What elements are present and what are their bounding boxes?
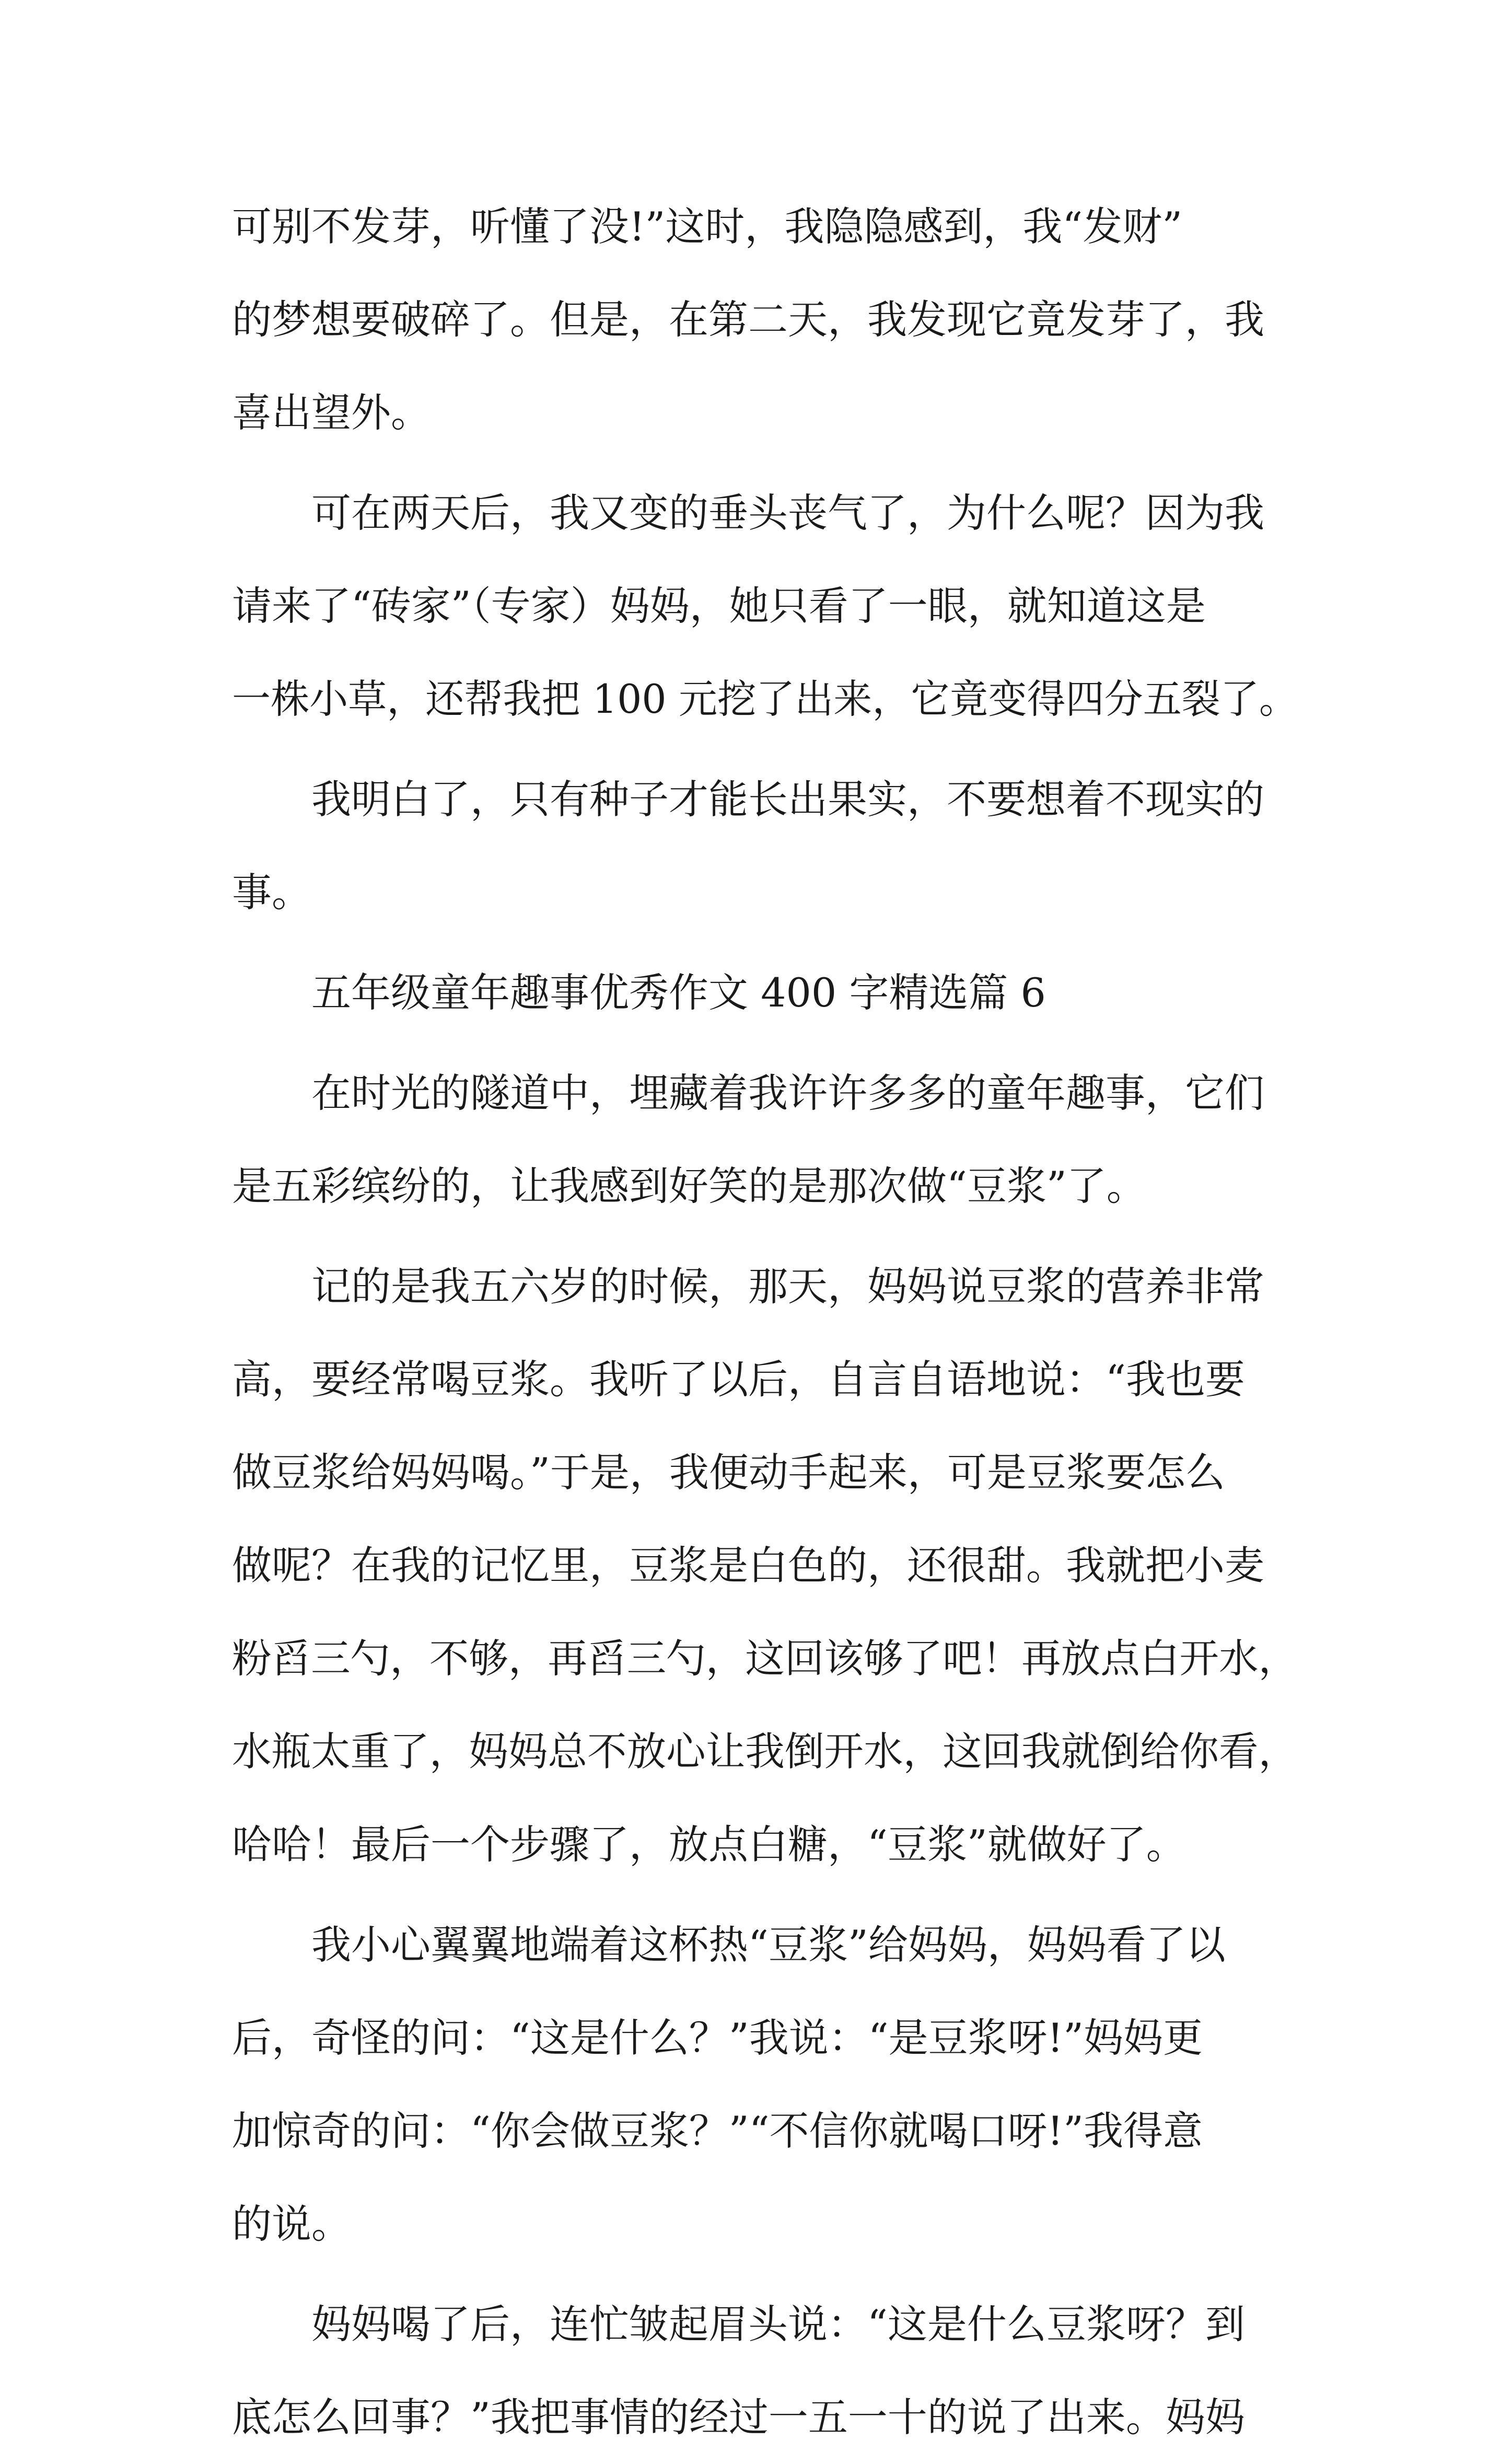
text-line: 底怎么回事？”我把事情的经过一五一十的说了出来。妈妈 [232, 2394, 1245, 2440]
text-line: 哈哈！最后一个步骤了，放点白糖，“豆浆”就做好了。 [232, 1821, 1186, 1868]
text-line: 可在两天后，我又变的垂头丧气了，为什么呢？因为我 [311, 490, 1264, 536]
paragraph [232, 946, 1298, 1039]
paragraph-gap [232, 939, 1298, 946]
paragraph [232, 753, 1298, 939]
paragraph [232, 1240, 1298, 1891]
text-line: 可别不发芽，听懂了没!”这时，我隐隐感到，我“发财” [232, 203, 1183, 250]
text-line: 做呢？在我的记忆里，豆浆是白色的，还很甜。我就把小麦 [232, 1542, 1264, 1589]
text-line: 请来了“砖家”（专家）妈妈，她只看了一眼，就知道这是 [232, 583, 1206, 629]
document-body [232, 180, 1298, 2464]
paragraph-gap [232, 2271, 1298, 2278]
paragraph-gap [232, 459, 1298, 467]
text-line: 水瓶太重了，妈妈总不放心让我倒开水，这回我就倒给你看， [232, 1728, 1298, 1775]
text-line: 五年级童年趣事优秀作文 400 字精选篇 6 [311, 969, 1046, 1016]
paragraph-gap [232, 1891, 1298, 1899]
text-line: 粉舀三勺，不够，再舀三勺，这回该够了吧！再放点白开水， [232, 1635, 1298, 1682]
text-line: 高，要经常喝豆浆。我听了以后，自言自语地说：“我也要 [232, 1356, 1245, 1403]
text-line: 我小心翼翼地端着这杯热“豆浆”给妈妈，妈妈看了以 [311, 1922, 1226, 1968]
text-line: 加惊奇的问：“你会做豆浆？”“不信你就喝口呀!”我得意 [232, 2108, 1203, 2154]
text-line: 后，奇怪的问：“这是什么？”我说：“是豆浆呀!”妈妈更 [232, 2015, 1203, 2061]
text-line: 是五彩缤纷的，让我感到好笑的是那次做“豆浆”了。 [232, 1163, 1146, 1209]
text-line: 在时光的隧道中，埋藏着我许许多多的童年趣事，它们 [311, 1070, 1264, 1116]
paragraph [232, 2278, 1298, 2464]
text-line: 事。 [232, 869, 311, 916]
paragraph [232, 180, 1298, 459]
text-line: 妈妈喝了后，连忙皱起眉头说：“这是什么豆浆呀？到 [311, 2301, 1245, 2347]
text-line: 一株小草，还帮我把 100 元挖了出来，它竟变得四分五裂了。 [232, 676, 1298, 722]
paragraph-gap [232, 1039, 1298, 1047]
text-line: 记的是我五六岁的时候，那天，妈妈说豆浆的营养非常 [311, 1263, 1264, 1310]
text-line: 喜出望外。 [232, 389, 431, 436]
paragraph [232, 1899, 1298, 2271]
paragraph [232, 467, 1298, 746]
paragraph-gap [232, 1233, 1298, 1240]
text-line: 的说。 [232, 2201, 351, 2247]
paragraph-gap [232, 746, 1298, 753]
text-line: 的梦想要破碎了。但是，在第二天，我发现它竟发芽了，我 [232, 296, 1264, 343]
text-line: 做豆浆给妈妈喝。”于是，我便动手起来，可是豆浆要怎么 [232, 1449, 1225, 1496]
text-line: 我明白了，只有种子才能长出果实，不要想着不现实的 [311, 776, 1264, 823]
paragraph [232, 1047, 1298, 1233]
